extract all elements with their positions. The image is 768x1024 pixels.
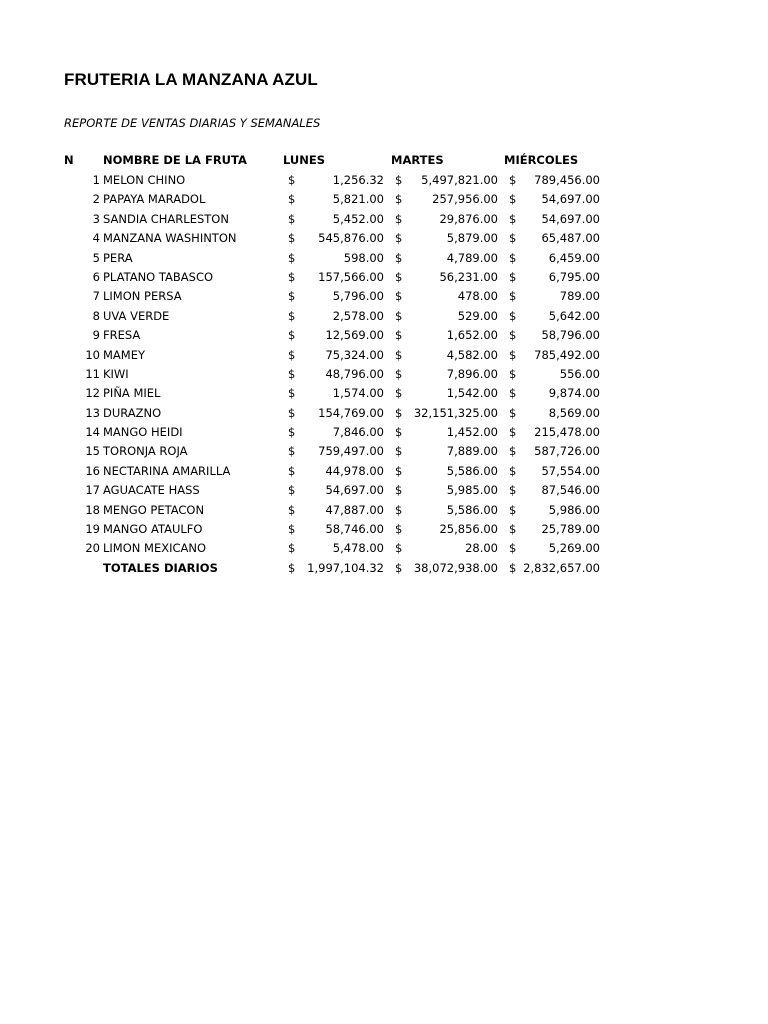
currency-symbol: $ <box>395 211 403 226</box>
lunes-value: 44,978.00 <box>325 463 384 478</box>
table-row <box>0 539 768 558</box>
column-header-miercoles: MIÉRCOLES <box>504 153 579 167</box>
row-number: 13 <box>85 405 100 420</box>
table-row <box>0 404 768 423</box>
table-row <box>0 501 768 520</box>
table-row <box>0 365 768 384</box>
currency-symbol: $ <box>509 328 517 343</box>
currency-symbol: $ <box>509 366 517 381</box>
lunes-value: 54,697.00 <box>325 483 384 498</box>
currency-symbol: $ <box>288 386 296 401</box>
table-row <box>0 384 768 403</box>
row-number: 17 <box>85 483 100 498</box>
lunes-value: 5,796.00 <box>332 289 384 304</box>
fruit-name: AGUACATE HASS <box>103 483 200 498</box>
currency-symbol: $ <box>395 463 403 478</box>
currency-symbol: $ <box>509 386 517 401</box>
miercoles-value: 5,269.00 <box>548 541 600 556</box>
row-number: 2 <box>92 192 100 207</box>
miercoles-value: 6,795.00 <box>548 269 600 284</box>
currency-symbol: $ <box>509 192 517 207</box>
row-number: 11 <box>85 366 100 381</box>
currency-symbol: $ <box>509 425 517 440</box>
currency-symbol: $ <box>288 211 296 226</box>
lunes-value: 5,452.00 <box>332 211 384 226</box>
martes-value: 32,151,325.00 <box>413 405 498 420</box>
fruit-name: NECTARINA AMARILLA <box>103 463 231 478</box>
totals-row <box>0 559 768 578</box>
table-row <box>0 287 768 306</box>
martes-value: 1,452.00 <box>446 425 498 440</box>
row-number: 3 <box>92 211 100 226</box>
currency-symbol: $ <box>288 192 296 207</box>
currency-symbol: $ <box>509 347 517 362</box>
row-number: 12 <box>85 386 100 401</box>
fruit-name: SANDIA CHARLESTON <box>103 211 229 226</box>
currency-symbol: $ <box>395 386 403 401</box>
miercoles-value: 789.00 <box>559 289 600 304</box>
currency-symbol: $ <box>395 250 403 265</box>
report-title: FRUTERIA LA MANZANA AZUL <box>64 70 318 89</box>
row-number: 9 <box>92 328 100 343</box>
miercoles-value: 25,789.00 <box>541 522 600 537</box>
totals-label: TOTALES DIARIOS <box>103 560 218 575</box>
lunes-value: 47,887.00 <box>325 502 384 517</box>
table-row <box>0 442 768 461</box>
currency-symbol: $ <box>509 502 517 517</box>
table-row <box>0 326 768 345</box>
currency-symbol: $ <box>509 308 517 323</box>
miercoles-value: 785,492.00 <box>534 347 600 362</box>
lunes-value: 545,876.00 <box>318 231 384 246</box>
miercoles-value: 87,546.00 <box>541 483 600 498</box>
lunes-value: 58,746.00 <box>325 522 384 537</box>
currency-symbol: $ <box>395 328 403 343</box>
currency-symbol: $ <box>395 308 403 323</box>
fruit-name: MANGO HEIDI <box>103 425 183 440</box>
fruit-name: KIWI <box>103 366 129 381</box>
column-header-martes: MARTES <box>391 153 444 167</box>
miercoles-value: 5,642.00 <box>548 308 600 323</box>
table-row <box>0 171 768 190</box>
lunes-value: 5,478.00 <box>332 541 384 556</box>
table-row <box>0 190 768 209</box>
row-number: 16 <box>85 463 100 478</box>
table-row <box>0 481 768 500</box>
lunes-value: 48,796.00 <box>325 366 384 381</box>
miercoles-value: 54,697.00 <box>541 192 600 207</box>
martes-value: 5,586.00 <box>446 463 498 478</box>
fruit-name: FRESA <box>103 328 141 343</box>
currency-symbol: $ <box>509 541 517 556</box>
currency-symbol: $ <box>509 173 517 187</box>
currency-symbol: $ <box>395 560 403 575</box>
martes-value: 5,586.00 <box>446 502 498 517</box>
table-header-row <box>0 150 768 171</box>
lunes-value: 75,324.00 <box>325 347 384 362</box>
fruit-name: PIÑA MIEL <box>103 386 161 401</box>
fruit-name: TORONJA ROJA <box>103 444 188 459</box>
row-number: 20 <box>85 541 100 556</box>
table-row <box>0 307 768 326</box>
currency-symbol: $ <box>509 444 517 459</box>
miercoles-value: 58,796.00 <box>541 328 600 343</box>
currency-symbol: $ <box>288 289 296 304</box>
fruit-name: LIMON MEXICANO <box>103 541 207 556</box>
report-subtitle: REPORTE DE VENTAS DIARIAS Y SEMANALES <box>64 116 321 130</box>
currency-symbol: $ <box>509 463 517 478</box>
currency-symbol: $ <box>288 483 296 498</box>
table-row <box>0 423 768 442</box>
lunes-value: 5,821.00 <box>332 192 384 207</box>
fruit-name: PLATANO TABASCO <box>103 269 214 284</box>
row-number: 6 <box>92 269 100 284</box>
currency-symbol: $ <box>395 289 403 304</box>
fruit-name: PERA <box>103 250 133 265</box>
fruit-name: DURAZNO <box>103 405 162 420</box>
miercoles-value: 8,569.00 <box>548 405 600 420</box>
miercoles-value: 556.00 <box>559 366 600 381</box>
column-header-n: N <box>64 153 74 167</box>
currency-symbol: $ <box>509 231 517 246</box>
currency-symbol: $ <box>288 173 296 187</box>
miercoles-value: 587,726.00 <box>534 444 600 459</box>
currency-symbol: $ <box>288 405 296 420</box>
currency-symbol: $ <box>395 173 403 187</box>
lunes-value: 154,769.00 <box>318 405 384 420</box>
currency-symbol: $ <box>288 425 296 440</box>
martes-value: 1,542.00 <box>446 386 498 401</box>
table-row <box>0 210 768 229</box>
currency-symbol: $ <box>395 502 403 517</box>
miercoles-value: 215,478.00 <box>534 425 600 440</box>
fruit-name: UVA VERDE <box>103 308 170 323</box>
total-martes: 38,072,938.00 <box>413 560 498 575</box>
currency-symbol: $ <box>395 522 403 537</box>
row-number: 1 <box>92 173 100 187</box>
lunes-value: 157,566.00 <box>318 269 384 284</box>
fruit-name: PAPAYA MARADOL <box>103 192 206 207</box>
row-number: 15 <box>85 444 100 459</box>
currency-symbol: $ <box>395 231 403 246</box>
total-miercoles: 2,832,657.00 <box>523 560 600 575</box>
lunes-value: 1,574.00 <box>332 386 384 401</box>
martes-value: 5,985.00 <box>446 483 498 498</box>
martes-value: 29,876.00 <box>439 211 498 226</box>
row-number: 7 <box>92 289 100 304</box>
martes-value: 529.00 <box>457 308 498 323</box>
column-header-fruit-name: NOMBRE DE LA FRUTA <box>103 153 247 167</box>
currency-symbol: $ <box>288 502 296 517</box>
currency-symbol: $ <box>288 328 296 343</box>
table-body <box>0 171 768 559</box>
miercoles-value: 9,874.00 <box>548 386 600 401</box>
row-number: 10 <box>85 347 100 362</box>
lunes-value: 2,578.00 <box>332 308 384 323</box>
currency-symbol: $ <box>288 444 296 459</box>
currency-symbol: $ <box>288 269 296 284</box>
table-row <box>0 346 768 365</box>
currency-symbol: $ <box>509 289 517 304</box>
currency-symbol: $ <box>395 425 403 440</box>
table-row <box>0 520 768 539</box>
lunes-value: 7,846.00 <box>332 425 384 440</box>
currency-symbol: $ <box>288 308 296 323</box>
table-row <box>0 229 768 248</box>
martes-value: 4,789.00 <box>446 250 498 265</box>
lunes-value: 12,569.00 <box>325 328 384 343</box>
fruit-name: MANGO ATAULFO <box>103 522 203 537</box>
lunes-value: 759,497.00 <box>318 444 384 459</box>
column-header-lunes: LUNES <box>283 153 326 167</box>
total-lunes: 1,997,104.32 <box>307 560 384 575</box>
miercoles-value: 789,456.00 <box>534 173 600 187</box>
fruit-name: MAMEY <box>103 347 146 362</box>
row-number: 8 <box>92 308 100 323</box>
martes-value: 4,582.00 <box>446 347 498 362</box>
currency-symbol: $ <box>509 250 517 265</box>
currency-symbol: $ <box>395 347 403 362</box>
currency-symbol: $ <box>288 250 296 265</box>
martes-value: 7,889.00 <box>446 444 498 459</box>
miercoles-value: 6,459.00 <box>548 250 600 265</box>
currency-symbol: $ <box>395 269 403 284</box>
currency-symbol: $ <box>395 483 403 498</box>
currency-symbol: $ <box>395 192 403 207</box>
sales-table <box>0 150 768 578</box>
lunes-value: 598.00 <box>343 250 384 265</box>
martes-value: 1,652.00 <box>446 328 498 343</box>
row-number: 14 <box>85 425 100 440</box>
row-number: 5 <box>92 250 100 265</box>
martes-value: 56,231.00 <box>439 269 498 284</box>
currency-symbol: $ <box>509 211 517 226</box>
fruit-name: MANZANA WASHINTON <box>103 231 237 246</box>
table-row <box>0 268 768 287</box>
martes-value: 257,956.00 <box>432 192 498 207</box>
currency-symbol: $ <box>509 405 517 420</box>
currency-symbol: $ <box>288 366 296 381</box>
currency-symbol: $ <box>395 444 403 459</box>
miercoles-value: 54,697.00 <box>541 211 600 226</box>
currency-symbol: $ <box>288 231 296 246</box>
currency-symbol: $ <box>288 463 296 478</box>
currency-symbol: $ <box>509 269 517 284</box>
martes-value: 28.00 <box>465 541 498 556</box>
martes-value: 25,856.00 <box>439 522 498 537</box>
currency-symbol: $ <box>395 541 403 556</box>
table-row <box>0 249 768 268</box>
martes-value: 5,497,821.00 <box>421 173 498 187</box>
fruit-name: LIMON PERSA <box>103 289 182 304</box>
row-number: 18 <box>85 502 100 517</box>
miercoles-value: 5,986.00 <box>548 502 600 517</box>
row-number: 4 <box>92 231 100 246</box>
martes-value: 5,879.00 <box>446 231 498 246</box>
currency-symbol: $ <box>288 347 296 362</box>
fruit-name: MENGO PETACON <box>103 502 205 517</box>
currency-symbol: $ <box>509 522 517 537</box>
currency-symbol: $ <box>288 541 296 556</box>
martes-value: 7,896.00 <box>446 366 498 381</box>
currency-symbol: $ <box>509 560 517 575</box>
lunes-value: 1,256.32 <box>332 173 384 187</box>
fruit-name: MELON CHINO <box>103 173 186 187</box>
martes-value: 478.00 <box>457 289 498 304</box>
table-row <box>0 462 768 481</box>
currency-symbol: $ <box>288 560 296 575</box>
row-number: 19 <box>85 522 100 537</box>
miercoles-value: 57,554.00 <box>541 463 600 478</box>
currency-symbol: $ <box>395 405 403 420</box>
currency-symbol: $ <box>395 366 403 381</box>
currency-symbol: $ <box>288 522 296 537</box>
miercoles-value: 65,487.00 <box>541 231 600 246</box>
currency-symbol: $ <box>509 483 517 498</box>
